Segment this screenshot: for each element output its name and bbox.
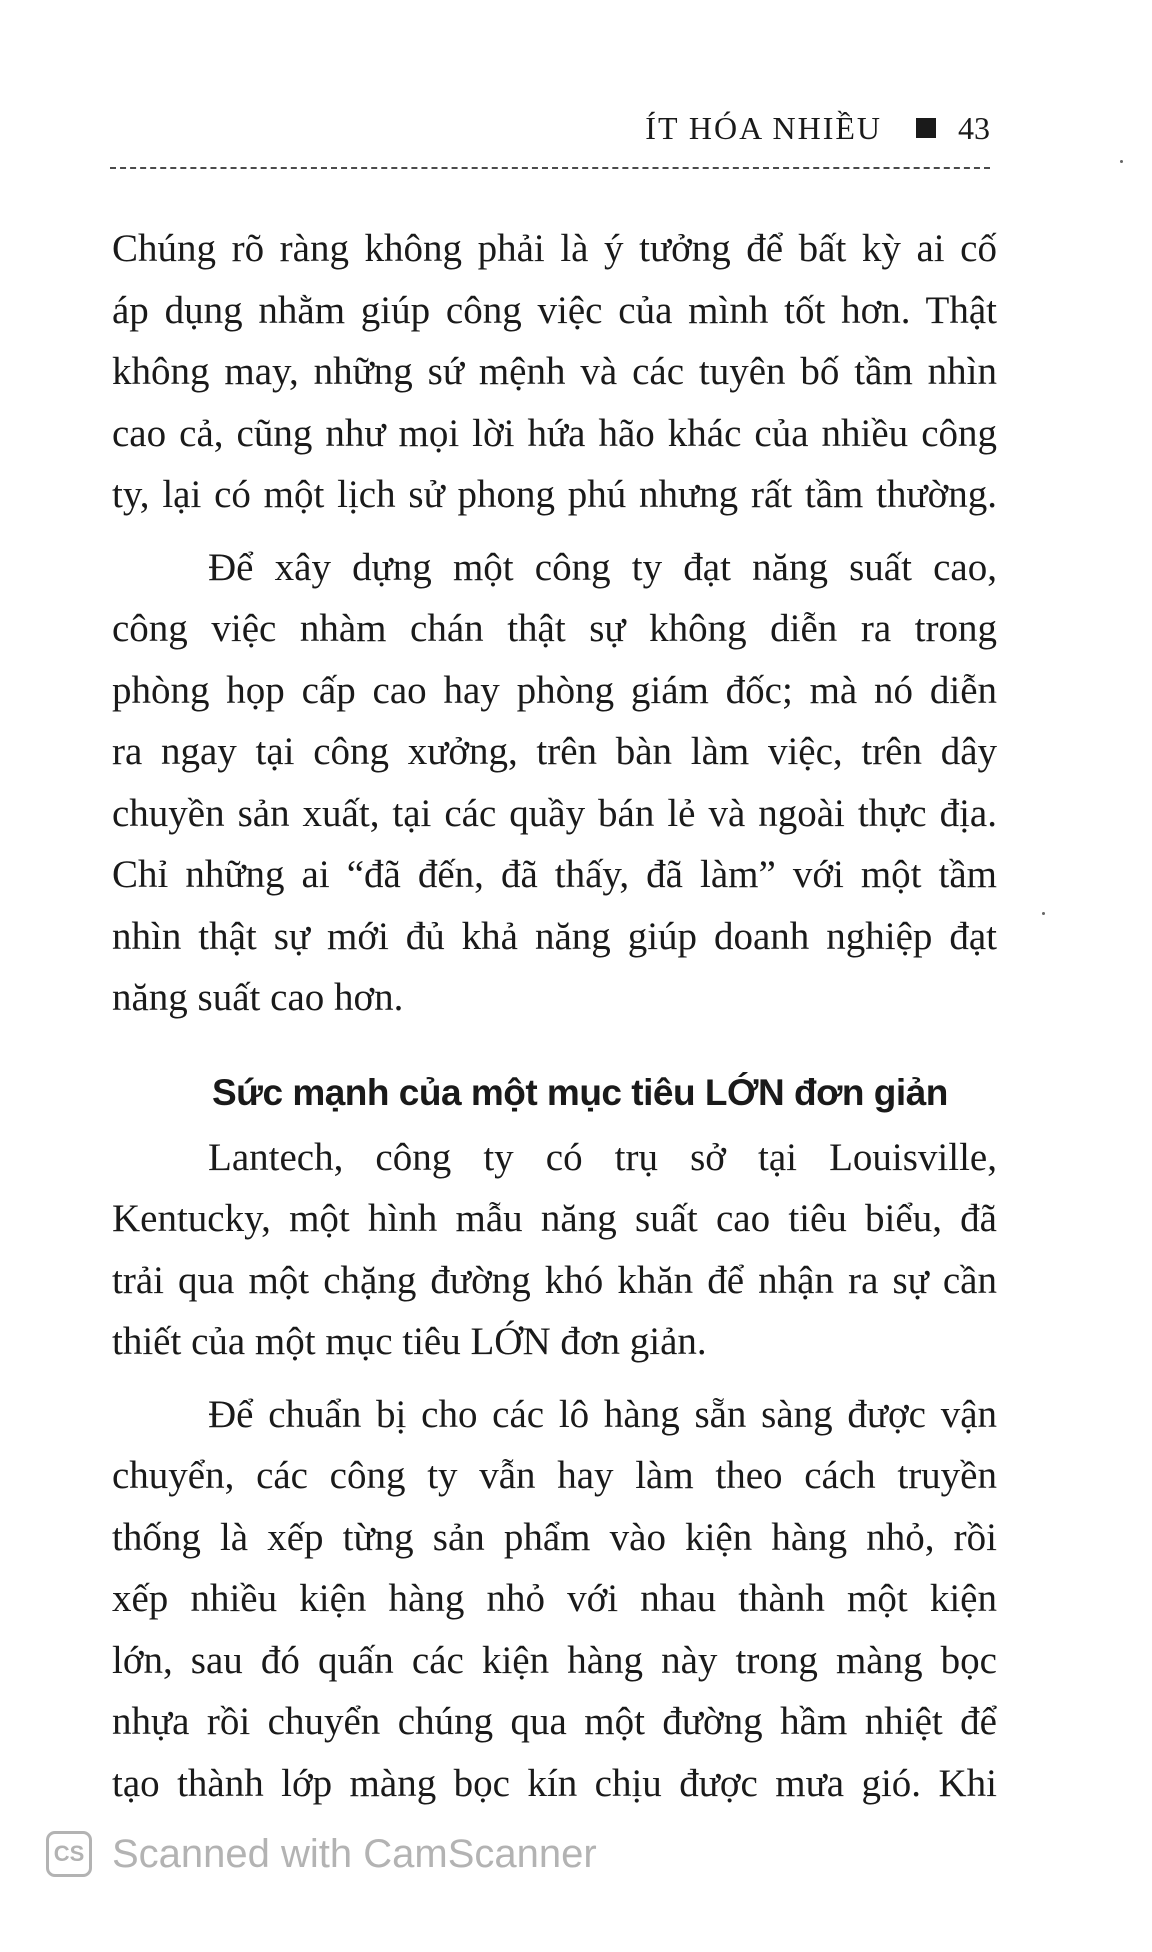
text-line: thiết của một mục tiêu LỚN đơn giản. [112,1320,707,1363]
watermark-text: Scanned with CamScanner [112,1831,597,1876]
paragraph-2 [112,537,997,1029]
square-bullet-icon [916,118,936,138]
text-line: Để xây dựng một công ty đạt năng suất cao, [208,545,997,589]
text-line: xếp nhiều kiện hàng nhỏ với nhau thành một kiện [112,1577,997,1620]
text-line: Kentucky, một hình mẫu năng suất cao tiêu biểu, đã [112,1197,997,1240]
text-line: công việc nhàm chán thật sự không diễn ra trong [112,607,997,650]
text-line: Lantech, công ty có trụ sở tại Louisville, [208,1135,997,1179]
text-line: áp dụng nhằm giúp công việc của mình tốt hơn. Thật [112,288,997,332]
text-line: cao cả, cũng như mọi lời hứa hão khác của nhiều công [112,411,997,455]
text-line: Chỉ những ai “đã đến, đã thấy, đã làm” với một tầm [112,853,997,896]
camscanner-logo-icon: CS [46,1831,92,1877]
text-line: ra ngay tại công xưởng, trên bàn làm việc, trên dây [112,730,997,773]
text-line: Chúng rõ ràng không phải là ý tưởng để bất kỳ ai cố [112,227,997,270]
text-line: ty, lại có một lịch sử phong phú nhưng rất tầm thường. [112,473,997,516]
scan-speck [1042,912,1045,915]
text-line: không may, những sứ mệnh và các tuyên bố tầm nhìn [112,350,997,393]
section-heading: Sức mạnh của một mục tiêu LỚN đơn giản [212,1071,948,1113]
paragraph-1 [112,218,997,526]
text-line: Để chuẩn bị cho các lô hàng sẵn sàng được vận [208,1392,997,1436]
section-paragraph-2 [112,1384,997,1815]
page-number: 43 [958,110,990,146]
text-line: năng suất cao hơn. [112,976,404,1019]
camscanner-watermark [46,1826,597,1882]
text-line: lớn, sau đó quấn các kiện hàng này trong màng bọc [112,1638,997,1682]
text-line: trải qua một chặng đường khó khăn để nhận ra sự cần [112,1258,997,1302]
text-line: chuyền sản xuất, tại các quầy bán lẻ và ngoài thực địa. [112,791,997,835]
header-divider [110,167,990,169]
running-title: ÍT HÓA NHIỀU [645,110,882,146]
text-line: nhựa rồi chuyển chúng qua một đường hầm nhiệt để [112,1700,997,1743]
text-line: tạo thành lớp màng bọc kín chịu được mưa gió. Khi [112,1761,997,1805]
text-line: nhìn thật sự mới đủ khả năng giúp doanh nghiệp đạt [112,914,997,958]
running-header [110,108,990,148]
text-line: thống là xếp từng sản phẩm vào kiện hàng nhỏ, rồi [112,1515,997,1559]
page-body [112,218,997,1814]
scan-speck [1120,160,1123,163]
section-paragraph-1 [112,1127,997,1373]
text-line: phòng họp cấp cao hay phòng giám đốc; mà nó diễn [112,668,997,712]
text-line: chuyển, các công ty vẫn hay làm theo cách truyền [112,1454,997,1497]
